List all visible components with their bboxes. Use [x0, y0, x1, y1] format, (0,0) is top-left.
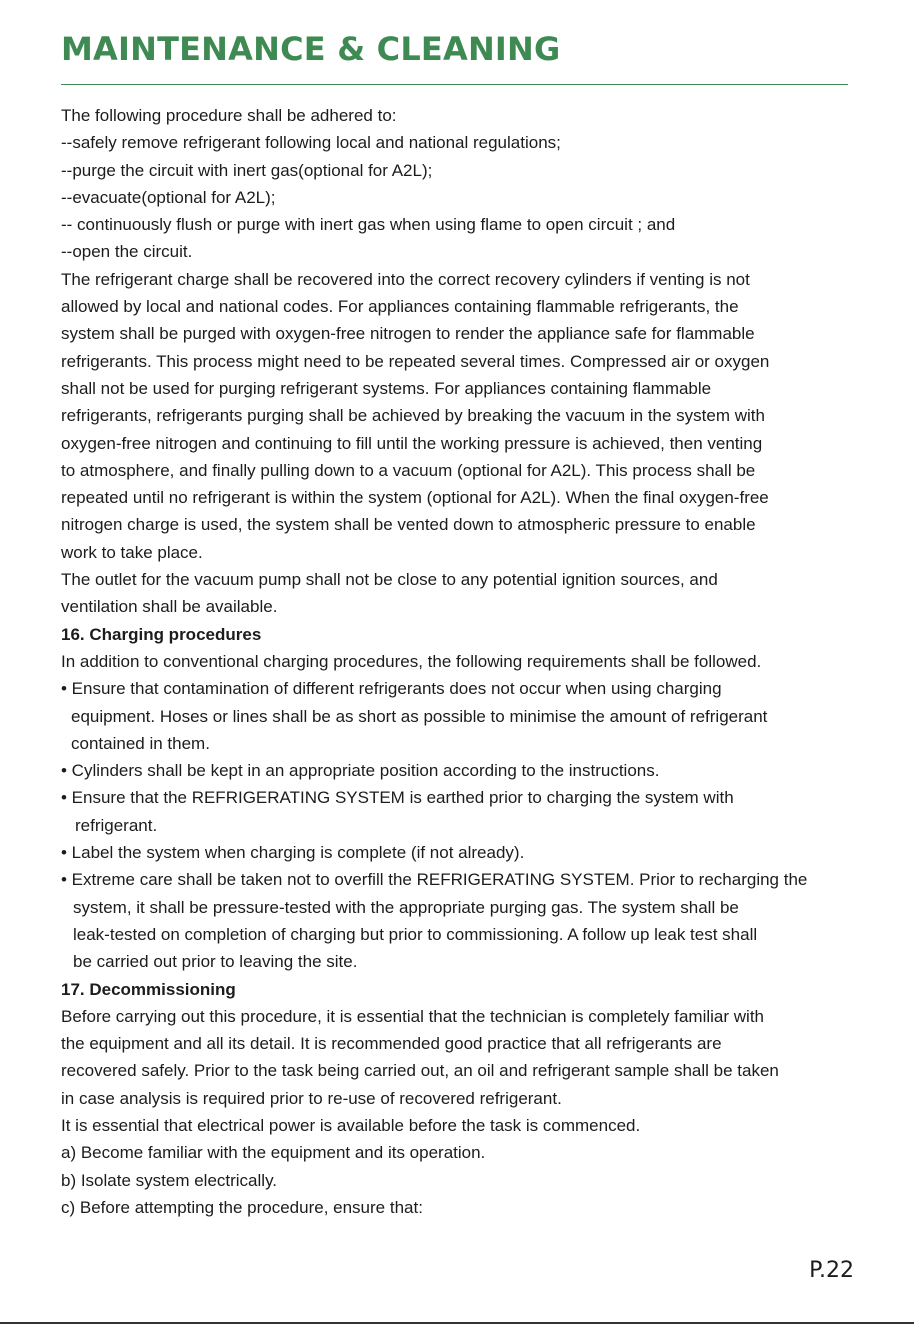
procedure-step: --evacuate(optional for A2L); [61, 187, 276, 207]
page-title: MAINTENANCE & CLEANING [61, 30, 561, 68]
paragraph-line: refrigerants, refrigerants purging shall be achieved by breaking the vacuum in the system with [61, 406, 765, 426]
bullet-line: • Ensure that contamination of different refrigerants does not occur when using charging [61, 679, 722, 699]
procedure-step: -- continuously flush or purge with inert gas when using flame to open circuit ; and [61, 215, 676, 235]
bullet-item [61, 675, 851, 757]
procedure-step: --safely remove refrigerant following local and national regulations; [61, 133, 561, 153]
decommissioning-step: a) Become familiar with the equipment and its operation. [61, 1143, 486, 1163]
procedure-step: --purge the circuit with inert gas(optional for A2L); [61, 160, 433, 180]
paragraph-line: Before carrying out this procedure, it is essential that the technician is completely familiar with [61, 1006, 764, 1026]
decommissioning-step: b) Isolate system electrically. [61, 1170, 278, 1190]
bullet-item [61, 784, 851, 839]
paragraph-line: work to take place. [61, 542, 203, 562]
bullet-line: leak-tested on completion of charging but prior to commissioning. A follow up leak test shall [73, 924, 758, 944]
charging-intro: In addition to conventional charging procedures, the following requirements shall be followed. [61, 651, 762, 671]
procedure-step: --open the circuit. [61, 242, 193, 262]
power-note: It is essential that electrical power is available before the task is commenced. [61, 1115, 641, 1135]
bullet-line: contained in them. [71, 733, 210, 753]
paragraph-line: shall not be used for purging refrigerant systems. For appliances containing flammable [61, 378, 712, 398]
section-heading-charging: 16. Charging procedures [61, 624, 262, 644]
page-number: P.22 [809, 1258, 854, 1283]
paragraph-line: recovered safely. Prior to the task being carried out, an oil and refrigerant sample shall be taken [61, 1061, 779, 1081]
paragraph-line: repeated until no refrigerant is within the system (optional for A2L). When the final oxygen-free [61, 488, 769, 508]
bullet-item [61, 839, 851, 866]
recovery-paragraph [61, 266, 851, 566]
paragraph-line: oxygen-free nitrogen and continuing to fill until the working pressure is achieved, then venting [61, 433, 763, 453]
bullet-item [61, 866, 851, 975]
bullet-line: system, it shall be pressure-tested with the appropriate purging gas. The system shall be [73, 897, 739, 917]
bullet-line: equipment. Hoses or lines shall be as short as possible to minimise the amount of refrigerant [71, 706, 768, 726]
paragraph-line: system shall be purged with oxygen-free nitrogen to render the appliance safe for flammable [61, 324, 755, 344]
bullet-line: be carried out prior to leaving the site. [73, 952, 358, 972]
decommissioning-paragraph [61, 1003, 851, 1112]
bullet-line: • Extreme care shall be taken not to overfill the REFRIGERATING SYSTEM. Prior to recharging the [61, 870, 808, 890]
paragraph-line: The refrigerant charge shall be recovered into the correct recovery cylinders if venting is not [61, 269, 750, 289]
paragraph-line: the equipment and all its detail. It is recommended good practice that all refrigerants are [61, 1034, 722, 1054]
outlet-paragraph [61, 566, 851, 621]
bullet-line: • Cylinders shall be kept in an appropriate position according to the instructions. [61, 761, 660, 781]
bullet-line: • Label the system when charging is complete (if not already). [61, 843, 525, 863]
paragraph-line: ventilation shall be available. [61, 597, 278, 617]
title-divider [61, 84, 848, 85]
bullet-line: refrigerant. [75, 815, 158, 835]
paragraph-line: The outlet for the vacuum pump shall not be close to any potential ignition sources, and [61, 570, 718, 590]
bullet-item [61, 757, 851, 784]
paragraph-line: in case analysis is required prior to re-use of recovered refrigerant. [61, 1088, 562, 1108]
decommissioning-step: c) Before attempting the procedure, ensure that: [61, 1197, 423, 1217]
paragraph-line: to atmosphere, and finally pulling down to a vacuum (optional for A2L). This process shall be [61, 460, 756, 480]
procedure-intro: The following procedure shall be adhered to: [61, 106, 397, 125]
paragraph-line: allowed by local and national codes. For appliances containing flammable refrigerants, the [61, 297, 739, 317]
paragraph-line: refrigerants. This process might need to be repeated several times. Compressed air or oxygen [61, 351, 770, 371]
document-body [61, 102, 851, 1221]
section-heading-decommissioning: 17. Decommissioning [61, 979, 236, 999]
bullet-line: • Ensure that the REFRIGERATING SYSTEM is earthed prior to charging the system with [61, 788, 734, 808]
paragraph-line: nitrogen charge is used, the system shall be vented down to atmospheric pressure to enable [61, 515, 756, 535]
